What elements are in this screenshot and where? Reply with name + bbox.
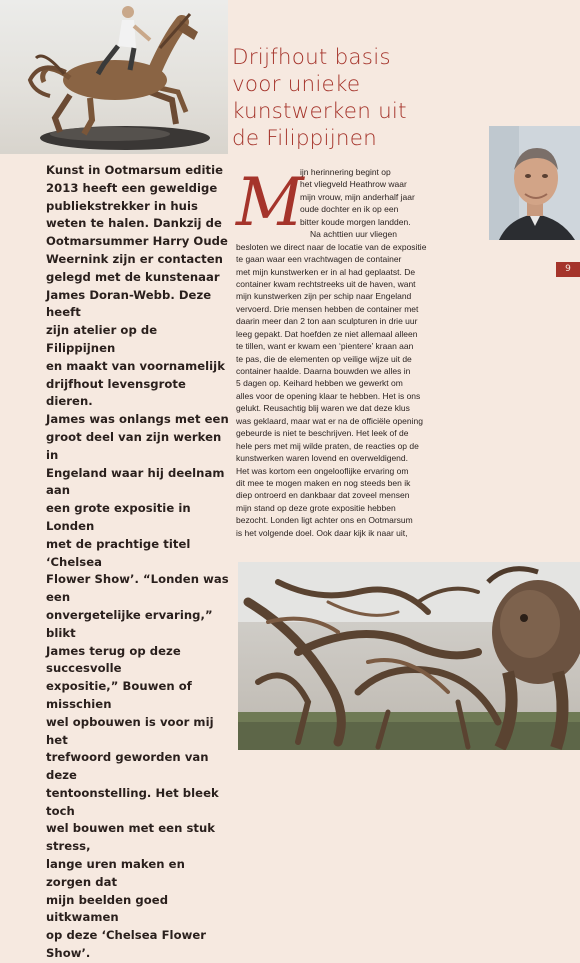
body-line: Het was kortom een ongelooflijke ervaring om [236, 465, 409, 476]
body-line: bezocht. Londen ligt achter ons en Ootmarsum [236, 515, 413, 526]
title-line: voor unieke [232, 72, 361, 97]
body-line: besloten we direct naar de locatie van de expositie [236, 241, 427, 252]
body-line: ijn herinnering begint op [300, 167, 391, 177]
body-line: gebeurde is niet te beschrijven. Het leek of de [236, 428, 409, 439]
body-line: daarin meer dan 2 ton aan sculpturen in drie uur [236, 316, 418, 327]
body-line: te pas, die de elementen op veilige wijze uit de [236, 353, 412, 364]
body-line: kunstwerken waren lovend en overweldigend. [236, 453, 408, 464]
body-line: bitter koude morgen landden. [300, 216, 411, 227]
article-body [236, 166, 468, 539]
body-line: mijn kunstwerken zijn per schip naar Engeland [236, 291, 412, 302]
body-line: gelukt. Reusachtig blij waren we dat deze klus [236, 403, 410, 414]
body-line: dit mee te mogen maken en nog steeds ben ik [236, 477, 411, 488]
photo-artist-portrait [489, 126, 580, 240]
body-line: het vliegveld Heathrow waar [300, 179, 407, 190]
body-line: Na achttien uur vliegen [310, 229, 397, 240]
body-line: diep ontroerd en dankbaar dat zoveel mensen [236, 490, 410, 501]
article-intro: Kunst in Ootmarsum editie 2013 heeft een geweldige publiekstrekker in huis weten te halen. Dankzij de Ootmarsummer Harry Oude Weernink zijn er contacten gelegd met de kunstenaar James Doran-Webb. Deze heeft zijn atelier op de Filippijnen en maakt van voornamelijk drijfhout levensgrote dieren. James was onlangs met een groot deel van zijn werken in Engeland waar hij deelnam aan een grote expositie in Londen met de prachtige titel ‘Chelsea Flower Show’. “Londen was een onvergetelijke ervaring,” blikt James terug op deze succesvolle expositie,” Bouwen of misschien wel opbouwen is voor mij het trefwoord geworden van deze tentoonstelling. Het bleek toch wel bouwen met een stuk stress, lange uren maken en zorgen dat mijn beelden goed uitkwamen op deze ‘Chelsea Flower Show’. [46, 163, 229, 961]
article-title [232, 44, 482, 152]
photo-driftwood-horse [0, 0, 228, 154]
body-line: is het volgende doel. Ook daar kijk ik naar uit, [236, 527, 408, 538]
body-line: te gaan waar een vrachtwagen de container [236, 254, 402, 265]
photo-driftwood-sculptures [238, 562, 580, 750]
body-line: alles voor de opening klaar te hebben. Het is ons [236, 390, 421, 401]
body-line: oude dochter en ik op een [300, 204, 399, 215]
body-line: hele pers met mij wilde praten, de reacties op de [236, 440, 419, 451]
title-line: Drijfhout basis [232, 45, 391, 70]
body-line: vervoerd. Drie mensen hebben de container met [236, 303, 419, 314]
body-line: mijn stand op deze grote expositie hebben [236, 502, 396, 513]
body-line: 5 dagen op. Keihard hebben we gewerkt om [236, 378, 403, 389]
body-line: leeg gepakt. Dat hoefden ze niet allemaal alleen [236, 328, 418, 339]
title-line: kunstwerken uit [232, 99, 407, 124]
title-line: de Filippijnen [232, 126, 377, 151]
drop-cap: M [236, 164, 304, 241]
page-number: 9 [556, 262, 580, 277]
body-line: container kwam rechtstreeks uit de haven, want [236, 278, 416, 289]
body-line: was geklaard, maar wat er na de officiële opening [236, 415, 423, 426]
body-line: mijn vrouw, mijn anderhalf jaar [300, 191, 415, 202]
body-line: met mijn kunstwerken er in al had geplaatst. De [236, 266, 416, 277]
body-line: te tillen, want er kwam een ‘pientere’ kraan aan [236, 341, 414, 352]
body-line: container haalde. Daarna bouwden we alles in [236, 366, 411, 376]
